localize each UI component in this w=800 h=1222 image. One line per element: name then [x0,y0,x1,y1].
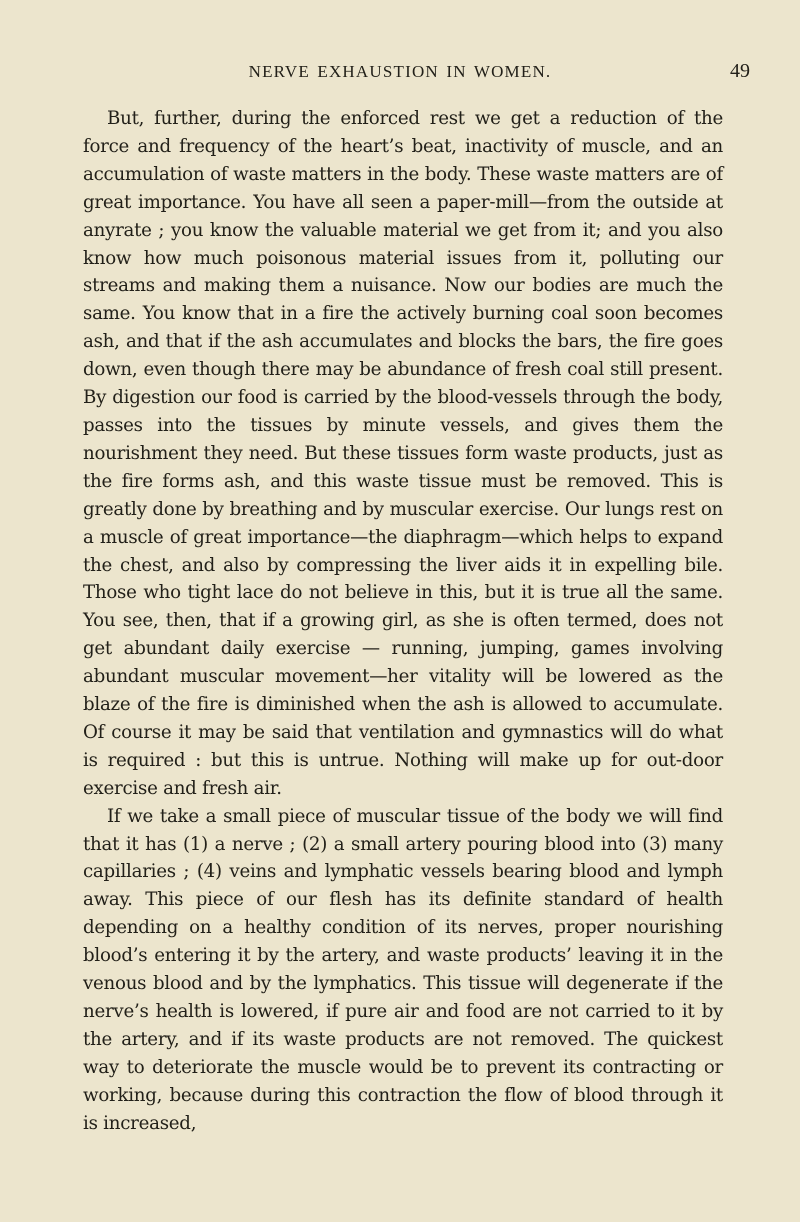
running-head: NERVE EXHAUSTION IN WOMEN. [248,62,552,81]
paragraph-1: But, further, during the enforced rest we get a reduction of the force and frequency of the heart’s beat, inactivity of muscle, and an accumulation of waste matters in the body. These waste matters are of great importance. You have all seen a paper-mill—from the outside at anyrate ; you know the valuable material we get from it; and you also know how much poisonous material issues from it, polluting our streams and making them a nuisance. Now our bodies are much the same. You know that in a fire the actively burning coal soon becomes ash, and that if the ash accumulates and blocks the bars, the fire goes down, even though there may be abundance of fresh coal still present. By digestion our food is carried by the blood-vessels through the body, passes into the tissues by minute vessels, and gives them the nourishment they need. But these tissues form waste products, just as the fire forms ash, and this waste tissue must be removed. This is greatly done by breathing and by muscular exercise. Our lungs rest on a muscle of great importance—the diaphragm—which helps to expand the chest, and also by compressing the liver aids it in expelling bile. Those who tight lace do not believe in this, but it is true all the same. You see, then, that if a growing girl, as she is often termed, does not get abundant daily exercise — running, jumping, games involving abundant muscular movement—her vitality will be lowered as the blaze of the fire is diminished when the ash is allowed to accumulate. Of course it may be said that ventilation and gymnastics will do what is required : but this is untrue. Nothing will make up for out-door exercise and fresh air. [83,108,723,799]
paragraph-2: If we take a small piece of muscular tissue of the body we will find that it has (1) a nerve ; (2) a small artery pouring blood into (3) many capillaries ; (4) veins and lymphatic vessels bearing blood and lymph away. This piece of our flesh has its definite standard of health depending on a healthy condition of its nerves, proper nourishing blood’s entering it by the artery, and waste products’ leaving it in the venous blood and by the lymphatics. This tissue will degenerate if the nerve’s health is lowered, if pure air and food are not carried to it by the artery, and if its waste products are not removed. The quickest way to deteriorate the muscle would be to prevent its contracting or working, because during this contraction the flow of blood through it is increased, [83,805,723,1134]
page-number: 49 [730,60,750,82]
body-text [83,105,723,1138]
page-header [0,62,800,86]
